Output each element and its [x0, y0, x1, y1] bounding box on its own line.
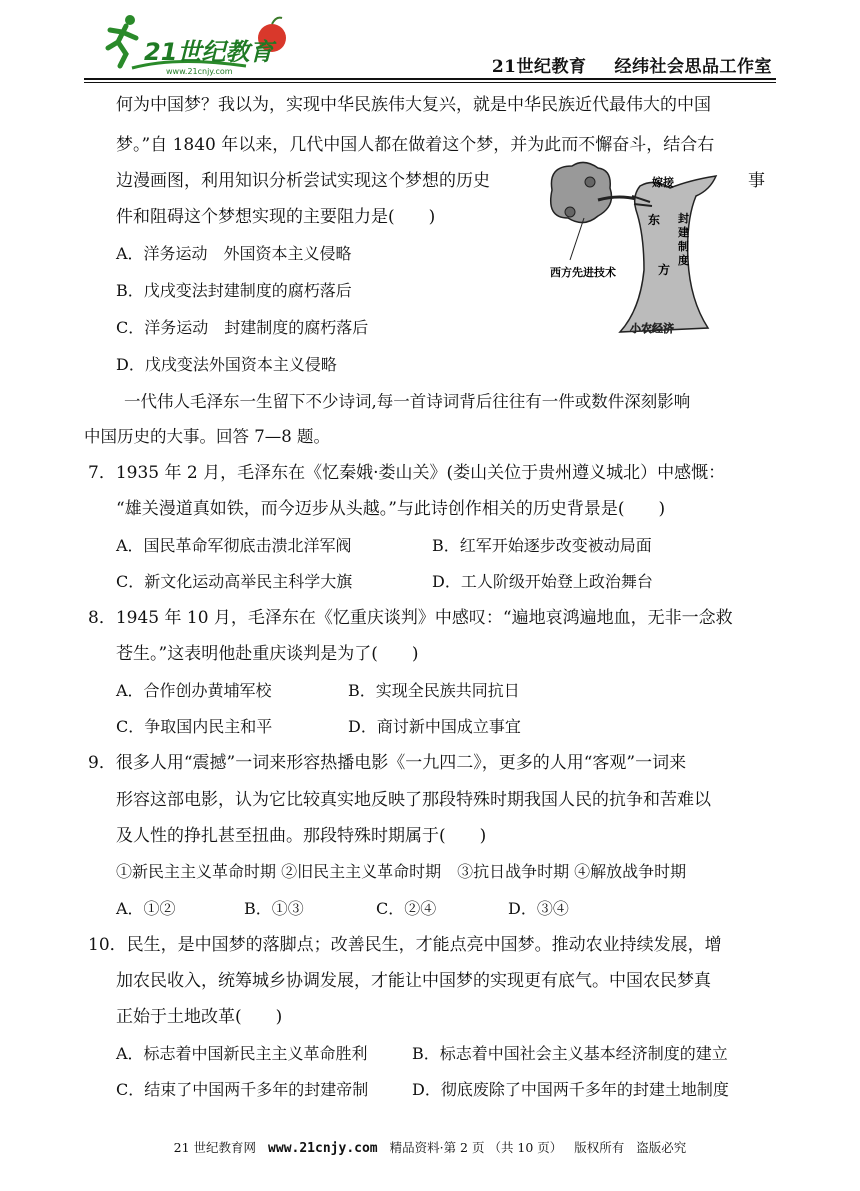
header-title [492, 52, 772, 77]
intro-line: 中国历史的大事。回答 7—8 题。 [84, 427, 330, 446]
logo-url: www.21cnjy.com [166, 67, 233, 76]
feudal-char: 建 [678, 226, 689, 239]
footer-page-info: 精品资料·第 2 页 （共 10 页） [389, 1140, 563, 1155]
header-studio: 经纬社会思品工作室 [614, 57, 772, 77]
q9-option-a: A．①② [116, 899, 176, 918]
logo-text: 21世纪教育 [144, 38, 274, 66]
feudal-char: 制 [678, 240, 689, 253]
east-char: 东 [648, 213, 661, 227]
footer-rights: 版权所有 [574, 1140, 625, 1155]
feudal-char: 度 [678, 254, 689, 267]
q9-option-b: B．①③ [244, 899, 304, 918]
east-char: 方 [658, 263, 671, 277]
q7-option-b: B．红军开始逐步改变被动局面 [432, 536, 652, 555]
q9-option-d: D．③④ [508, 899, 569, 918]
tree-cartoon [540, 160, 760, 340]
footer-site-name: 21 世纪教育网 [173, 1140, 257, 1155]
grafted-branch-illustration [551, 162, 640, 222]
q8-line: 8．1945 年 10 月，毛泽东在《忆重庆谈判》中感叹：“遍地哀鸿遍地血，无非一念救 [88, 608, 733, 628]
q10-option-a: A．标志着中国新民主主义革命胜利 [116, 1044, 368, 1063]
q9-line: 9．很多人用“震撼”一词来形容热播电影《一九四二》，更多的人用“客观”一词来 [88, 753, 687, 773]
q8-option-d: D．商讨新中国成立事宜 [348, 717, 521, 736]
page-footer [0, 1138, 860, 1156]
q10-line: 10．民生，是中国梦的落脚点；改善民生，才能点亮中国梦。推动农业持续发展，增 [88, 935, 722, 955]
q7-option-c: C．新文化运动高举民主科学大旗 [116, 572, 353, 591]
base-label: 小农经济 [630, 322, 674, 335]
feudal-char: 封 [678, 212, 689, 225]
graft-label: 嫁接 [652, 176, 674, 189]
q8-line: 苍生。”这表明他赴重庆谈判是为了( ) [116, 644, 419, 664]
q6-option-d: D．戊戌变法外国资本主义侵略 [116, 355, 337, 374]
q7-line: “雄关漫道真如铁，而今迈步从头越。”与此诗创作相关的历史背景是( ) [116, 499, 666, 519]
header-org: 21世纪教育 [491, 57, 587, 77]
q8-option-c: C．争取国内民主和平 [116, 717, 273, 736]
q7-option-a: A．国民革命军彻底击溃北洋军阀 [116, 536, 352, 555]
q6-line: 件和阻碍这个梦想实现的主要阻力是( ) [116, 207, 436, 227]
q7-option-d: D．工人阶级开始登上政治舞台 [432, 572, 653, 591]
west-tech-label: 西方先进技术 [550, 266, 616, 279]
header-divider [84, 78, 776, 80]
intro-line: 一代伟人毛泽东一生留下不少诗词,每一首诗词背后往往有一件或数件深刻影响 [124, 392, 691, 411]
q6-option-a: A．洋务运动 外国资本主义侵略 [116, 244, 352, 263]
footer-piracy: 盗版必究 [636, 1140, 687, 1155]
q9-line: 及人性的挣扎甚至扭曲。那段特殊时期属于( ) [116, 826, 487, 846]
q6-line: 事 [748, 171, 765, 191]
tree-trunk-illustration [620, 176, 716, 332]
q10-line: 正始于土地改革( ) [116, 1007, 283, 1027]
q10-line: 加农民收入，统筹城乡协调发展，才能让中国梦的实现更有底气。中国农民梦真 [116, 971, 711, 991]
q9-line: 形容这部电影，认为它比较真实地反映了那段特殊时期我国人民的抗争和苦难以 [116, 790, 711, 810]
q6-line: 梦。”自 1840 年以来，几代中国人都在做着这个梦，并为此而不懈奋斗，结合右 [116, 135, 715, 155]
q6-option-b: B．戊戌变法封建制度的腐朽落后 [116, 281, 352, 300]
q10-option-b: B．标志着中国社会主义基本经济制度的建立 [412, 1044, 728, 1063]
q6-line: 边漫画图，利用知识分析尝试实现这个梦想的历史 [116, 171, 490, 191]
q8-option-b: B．实现全民族共同抗日 [348, 681, 520, 700]
q6-option-c: C．洋务运动 封建制度的腐朽落后 [116, 318, 369, 337]
q8-option-a: A．合作创办黄埔军校 [116, 681, 272, 700]
q6-line: 何为中国梦？我以为，实现中华民族伟大复兴，就是中华民族近代最伟大的中国 [116, 95, 711, 115]
header-divider-thin [84, 82, 776, 83]
site-logo [96, 8, 296, 82]
q9-option-c: C．②④ [376, 899, 437, 918]
q10-option-c: C．结束了中国两千多年的封建帝制 [116, 1080, 369, 1099]
q9-items: ①新民主主义革命时期 ②旧民主主义革命时期 ③抗日战争时期 ④解放战争时期 [116, 862, 687, 881]
footer-url[interactable]: www.21cnjy.com [268, 1141, 378, 1156]
q7-line: 7．1935 年 2 月，毛泽东在《忆秦娥·娄山关》(娄山关位于贵州遵义城北）中感慨： [88, 463, 726, 483]
q10-option-d: D．彻底废除了中国两千多年的封建土地制度 [412, 1080, 729, 1099]
